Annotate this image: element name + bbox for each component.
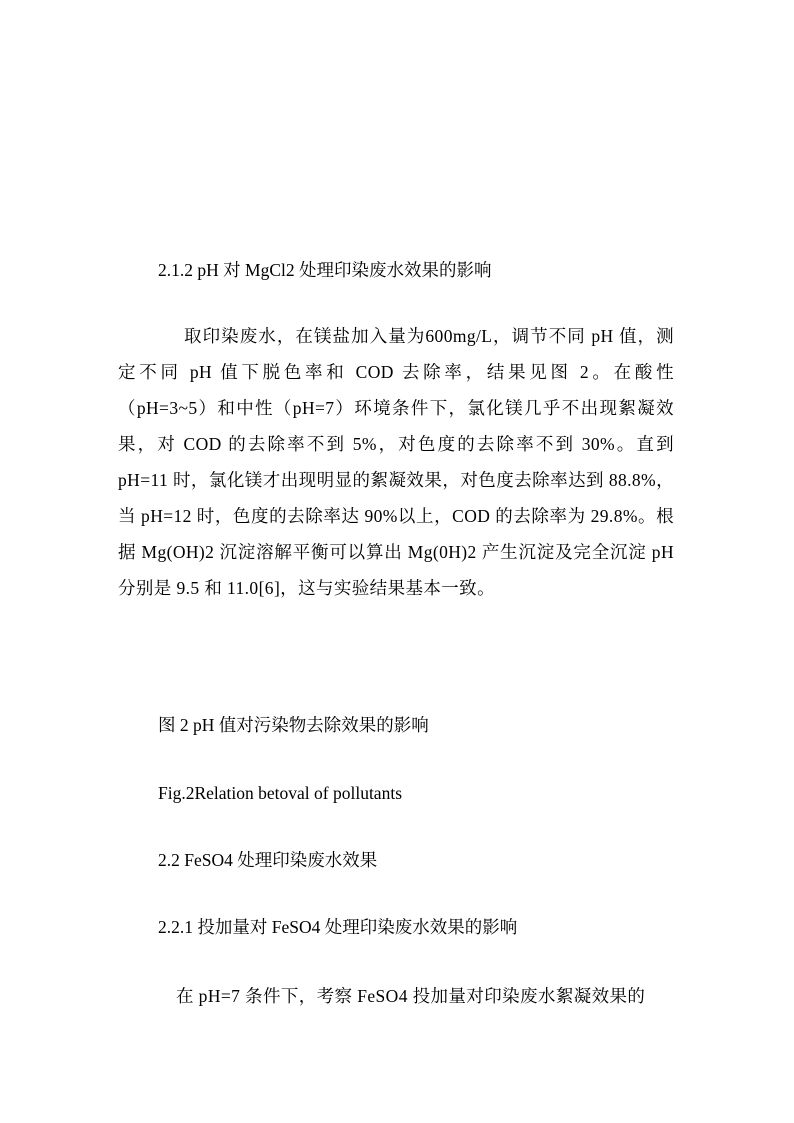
figure-2-caption-en: Fig.2Relation betoval of pollutants bbox=[158, 783, 403, 803]
section-2-2-heading: 2.2 FeSO4 处理印染废水效果 bbox=[158, 850, 378, 870]
section-2-1-2-heading: 2.1.2 pH 对 MgCl2 处理印染废水效果的影响 bbox=[158, 260, 492, 280]
paragraph-ph-effect: 取印染废水，在镁盐加入量为600mg/L，调节不同 pH 值，测定不同 pH 值下脱色率和 COD 去除率，结果见图 2。在酸性（pH=3~5）和中性（pH=7）环境条件下，氯化镁几乎不出现絮凝效果，对 COD 的去除率不到 5%，对色度的去除率不到 30%。直到 pH=11 时，氯化镁才出现明显的絮凝效果，对色度去除率达到 88.8%，当 pH=12 时，色度的去除率达 90%以上，COD 的去除率为 29.8%。根据 Mg(OH)2 沉淀溶解平衡可以算出 Mg(0H)2 产生沉淀及完全沉淀 pH 分别是 9.5 和 11.0[6]，这与实验结果基本一致。 bbox=[118, 326, 674, 598]
figure-2-caption-cn: 图 2 pH 值对污染物去除效果的影响 bbox=[158, 715, 429, 735]
paragraph-feso4-dosage: 在 pH=7 条件下，考察 FeSO4 投加量对印染废水絮凝效果的 bbox=[176, 986, 646, 1006]
section-2-2-1-heading: 2.2.1 投加量对 FeSO4 处理印染废水效果的影响 bbox=[158, 917, 518, 937]
